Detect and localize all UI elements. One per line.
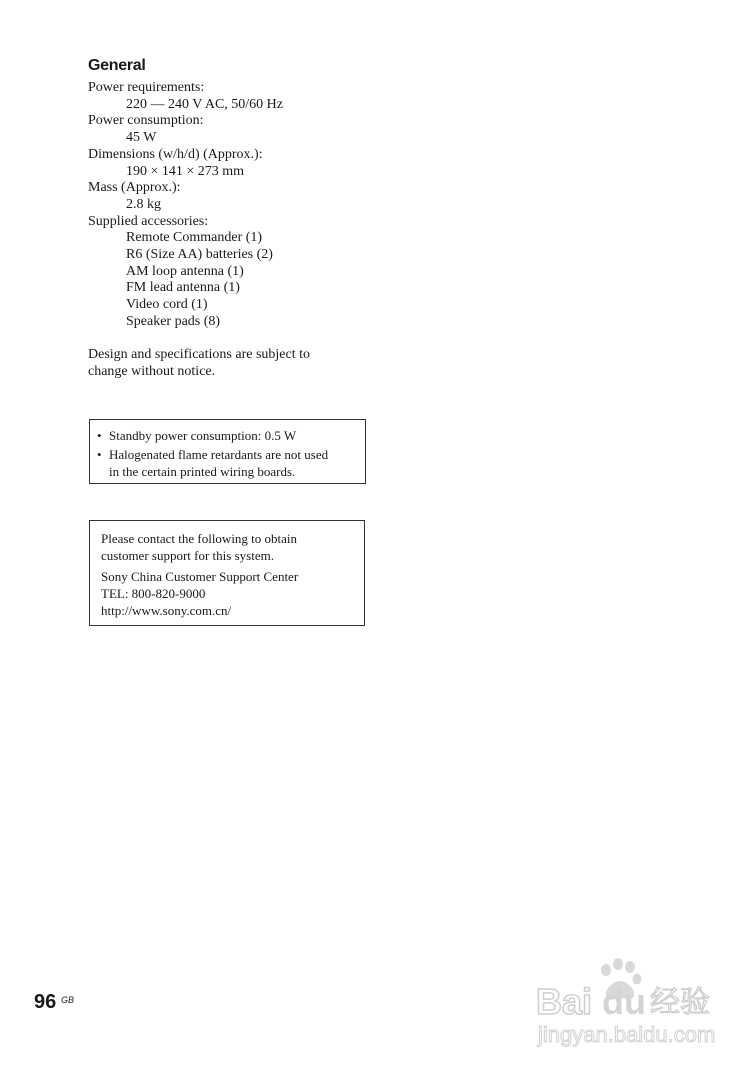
spec-item	[88, 80, 388, 113]
spec-item	[88, 214, 388, 331]
svg-text:jingyan.baidu.com: jingyan.baidu.com	[538, 1022, 716, 1047]
spec-label: Power requirements:	[88, 80, 205, 95]
bullet-text: Standby power consumption: 0.5 W	[109, 428, 297, 443]
spec-label: Dimensions (w/h/d) (Approx.):	[88, 146, 263, 162]
design-notice	[88, 347, 368, 380]
support-intro: Please contact the following to obtain	[101, 531, 298, 546]
notice-line: change without notice.	[88, 363, 216, 379]
accessory-item: Video cord (1)	[126, 297, 208, 313]
spec-item	[88, 147, 388, 180]
support-intro: customer support for this system.	[101, 548, 274, 563]
bullet-marker: •	[97, 447, 102, 462]
spec-item	[88, 113, 388, 146]
spec-label: Power consumption:	[88, 113, 204, 129]
spec-value: 45 W	[126, 130, 157, 146]
spec-label: Mass (Approx.):	[88, 180, 181, 196]
spec-value: 220 — 240 V AC, 50/60 Hz	[126, 96, 283, 112]
section-heading: General	[88, 57, 146, 74]
page-number: 96	[34, 991, 57, 1013]
customer-support-box	[89, 520, 365, 626]
accessory-item: FM lead antenna (1)	[126, 280, 240, 296]
accessory-item: R6 (Size AA) batteries (2)	[126, 247, 273, 263]
eco-info-box	[89, 419, 366, 484]
spec-label: Supplied accessories:	[88, 213, 209, 229]
notice-line: Design and specifications are subject to	[88, 347, 310, 362]
spec-value: 190 × 141 × 273 mm	[126, 163, 245, 179]
bullet-item	[97, 446, 357, 480]
svg-text:du: du	[602, 981, 646, 1022]
spec-list	[88, 80, 388, 331]
page-suffix: GB	[61, 995, 75, 1005]
accessory-item: AM loop antenna (1)	[126, 263, 244, 279]
bullet-text: Halogenated flame retardants are not used	[109, 447, 329, 462]
accessory-item: Remote Commander (1)	[126, 230, 263, 246]
spec-item	[88, 180, 388, 213]
baidu-watermark-logo	[530, 958, 720, 1050]
bullet-text: in the certain printed wiring boards.	[109, 464, 296, 479]
support-center: Sony China Customer Support Center	[101, 569, 299, 584]
bullet-item	[97, 427, 357, 444]
svg-text:Bai: Bai	[536, 981, 593, 1022]
accessory-item: Speaker pads (8)	[126, 313, 221, 329]
spec-value: 2.8 kg	[126, 196, 161, 212]
svg-text:经验: 经验	[650, 985, 710, 1020]
support-tel: TEL: 800-820-9000	[101, 586, 206, 601]
bullet-marker: •	[97, 428, 102, 443]
support-url: http://www.sony.com.cn/	[101, 603, 232, 618]
